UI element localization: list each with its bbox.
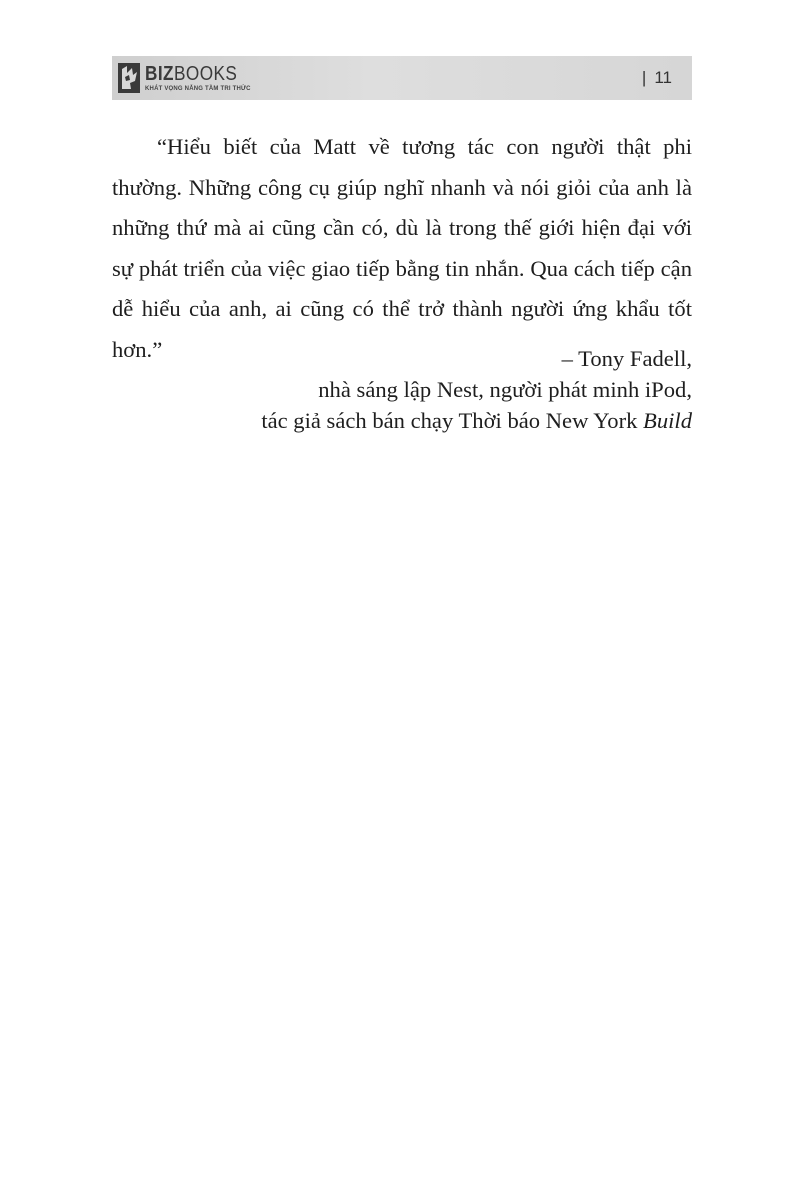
page-number-separator: |: [641, 68, 647, 87]
publisher-logo: [118, 61, 252, 95]
brand-name-regular: BOOKS: [173, 63, 238, 85]
brand-name: [145, 64, 237, 84]
page-header: [112, 56, 692, 100]
page-number-block: [642, 68, 672, 88]
attribution-credit-prefix: tác giả sách bán chạy Thời báo New York: [261, 408, 644, 433]
brand-tagline: KHÁT VỌNG NẮNG TẦM TRI THỨC: [145, 86, 251, 92]
attribution-name: – Tony Fadell,: [561, 346, 692, 371]
testimonial-quote: “Hiểu biết của Matt về tương tác con người thật phi thường. Những công cụ giúp nghĩ nhanh và nói giỏi của anh là những thứ mà ai cũng cần có, dù là trong thế giới hiện đại với sự phát triển của việc giao tiếp bằng tin nhắn. Qua cách tiếp cận dễ hiểu của anh, ai cũng có thể trở thành người ứng khẩu tốt hơn.”: [112, 134, 692, 362]
page-number: 11: [654, 68, 672, 87]
quote-attribution: [112, 343, 692, 436]
bizbooks-logo-icon: [118, 63, 140, 93]
attribution-credit: [112, 405, 692, 436]
brand-name-bold: BIZ: [145, 63, 174, 85]
attribution-book-title: Build: [643, 408, 692, 433]
attribution-role: nhà sáng lập Nest, người phát minh iPod,: [318, 377, 692, 402]
logo-text: [145, 64, 252, 92]
